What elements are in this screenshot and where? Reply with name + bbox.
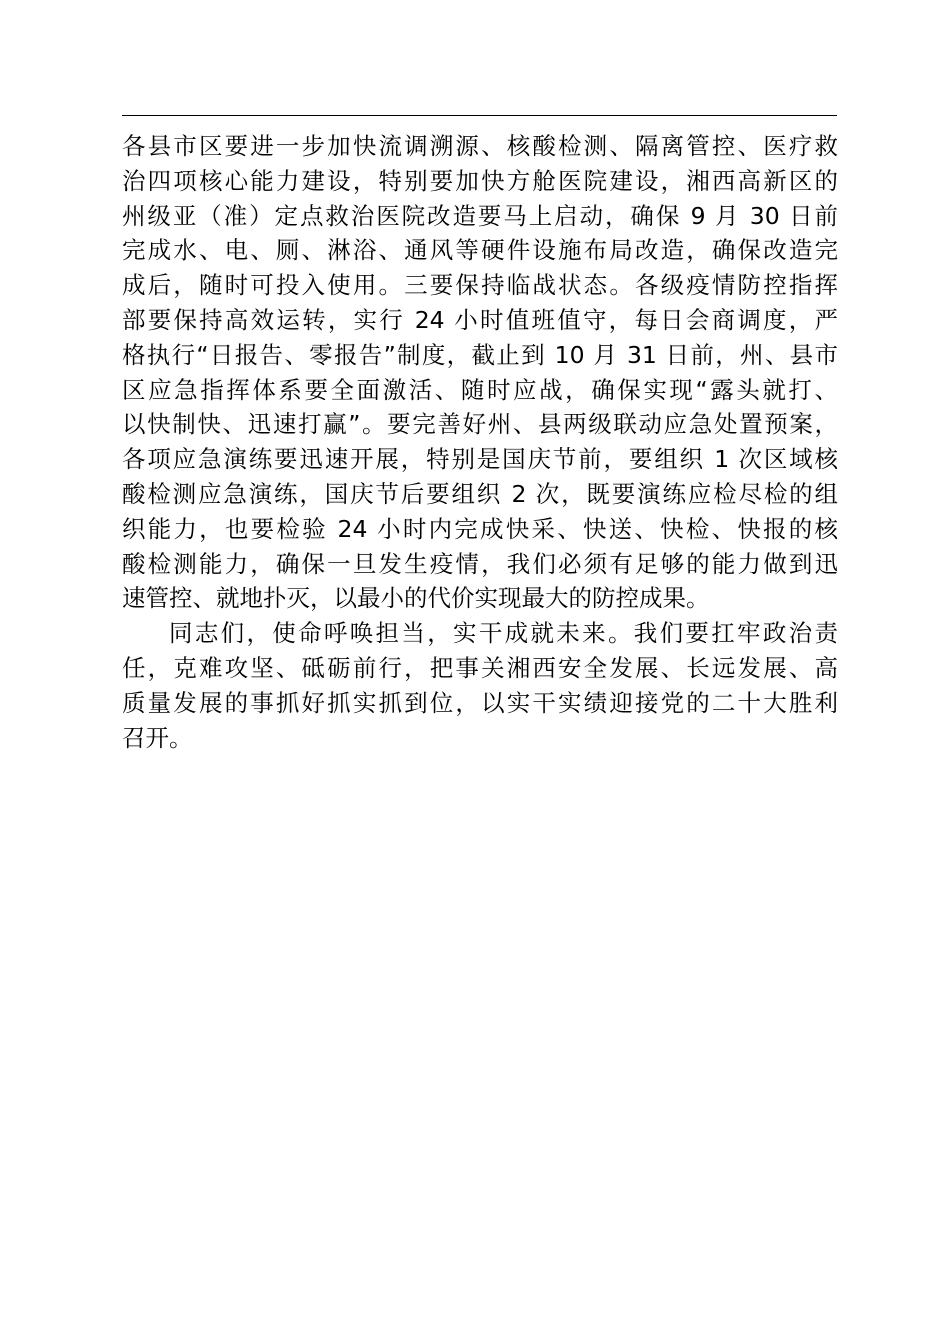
header-rule (122, 115, 837, 116)
paragraph-2-line-1: 同志们，使命呼唤担当，实干成就未来。我们要扛牢政治责 (169, 619, 838, 648)
paragraph-1-line-4: 完成水、电、厕、淋浴、通风等硬件设施布局改造，确保改造完 (122, 236, 838, 265)
paragraph-1-line-10: 各项应急演练要迅速开展，特别是国庆节前，要组织 1 次区域核 (122, 445, 838, 474)
paragraph-1-line-2: 治四项核心能力建设，特别要加快方舱医院建设，湘西高新区的 (122, 166, 838, 195)
paragraph-1-line-3: 州级亚（准）定点救治医院改造要马上启动，确保 9 月 30 日前 (122, 201, 838, 230)
paragraph-1-line-6: 部要保持高效运转，实行 24 小时值班值守，每日会商调度，严 (122, 305, 838, 334)
paragraph-1-line-11: 酸检测应急演练，国庆节后要组织 2 次，既要演练应检尽检的组 (122, 479, 838, 508)
paragraph-2-line-4: 召开。 (122, 723, 193, 752)
paragraph-1-line-1: 各县市区要进一步加快流调溯源、核酸检测、隔离管控、医疗救 (122, 132, 838, 160)
paragraph-1-line-7: 格执行“日报告、零报告”制度，截止到 10 月 31 日前，州、县市 (122, 340, 838, 369)
document-body (122, 129, 838, 755)
paragraph-2-line-2: 任，克难攻坚、砥砺前行，把事关湘西安全发展、长远发展、高 (122, 653, 838, 682)
paragraph-1-line-12: 织能力，也要检验 24 小时内完成快采、快送、快检、快报的核 (122, 514, 838, 543)
paragraph-1-line-5: 成后，随时可投入使用。三要保持临战状态。各级疫情防控指挥 (122, 271, 838, 300)
paragraph-1-line-9: 以快制快、迅速打赢”。要完善好州、县两级联动应急处置预案， (122, 410, 838, 439)
paragraph-1-line-14: 速管控、就地扑灭，以最小的代价实现最大的防控成果。 (122, 584, 710, 613)
paragraph-2-line-3: 质量发展的事抓好抓实抓到位，以实干实绩迎接党的二十大胜利 (122, 688, 838, 717)
paragraph-1-line-8: 区应急指挥体系要全面激活、随时应战，确保实现“露头就打、 (122, 375, 838, 404)
paragraph-1-line-13: 酸检测能力，确保一旦发生疫情，我们必须有足够的能力做到迅 (122, 549, 838, 578)
